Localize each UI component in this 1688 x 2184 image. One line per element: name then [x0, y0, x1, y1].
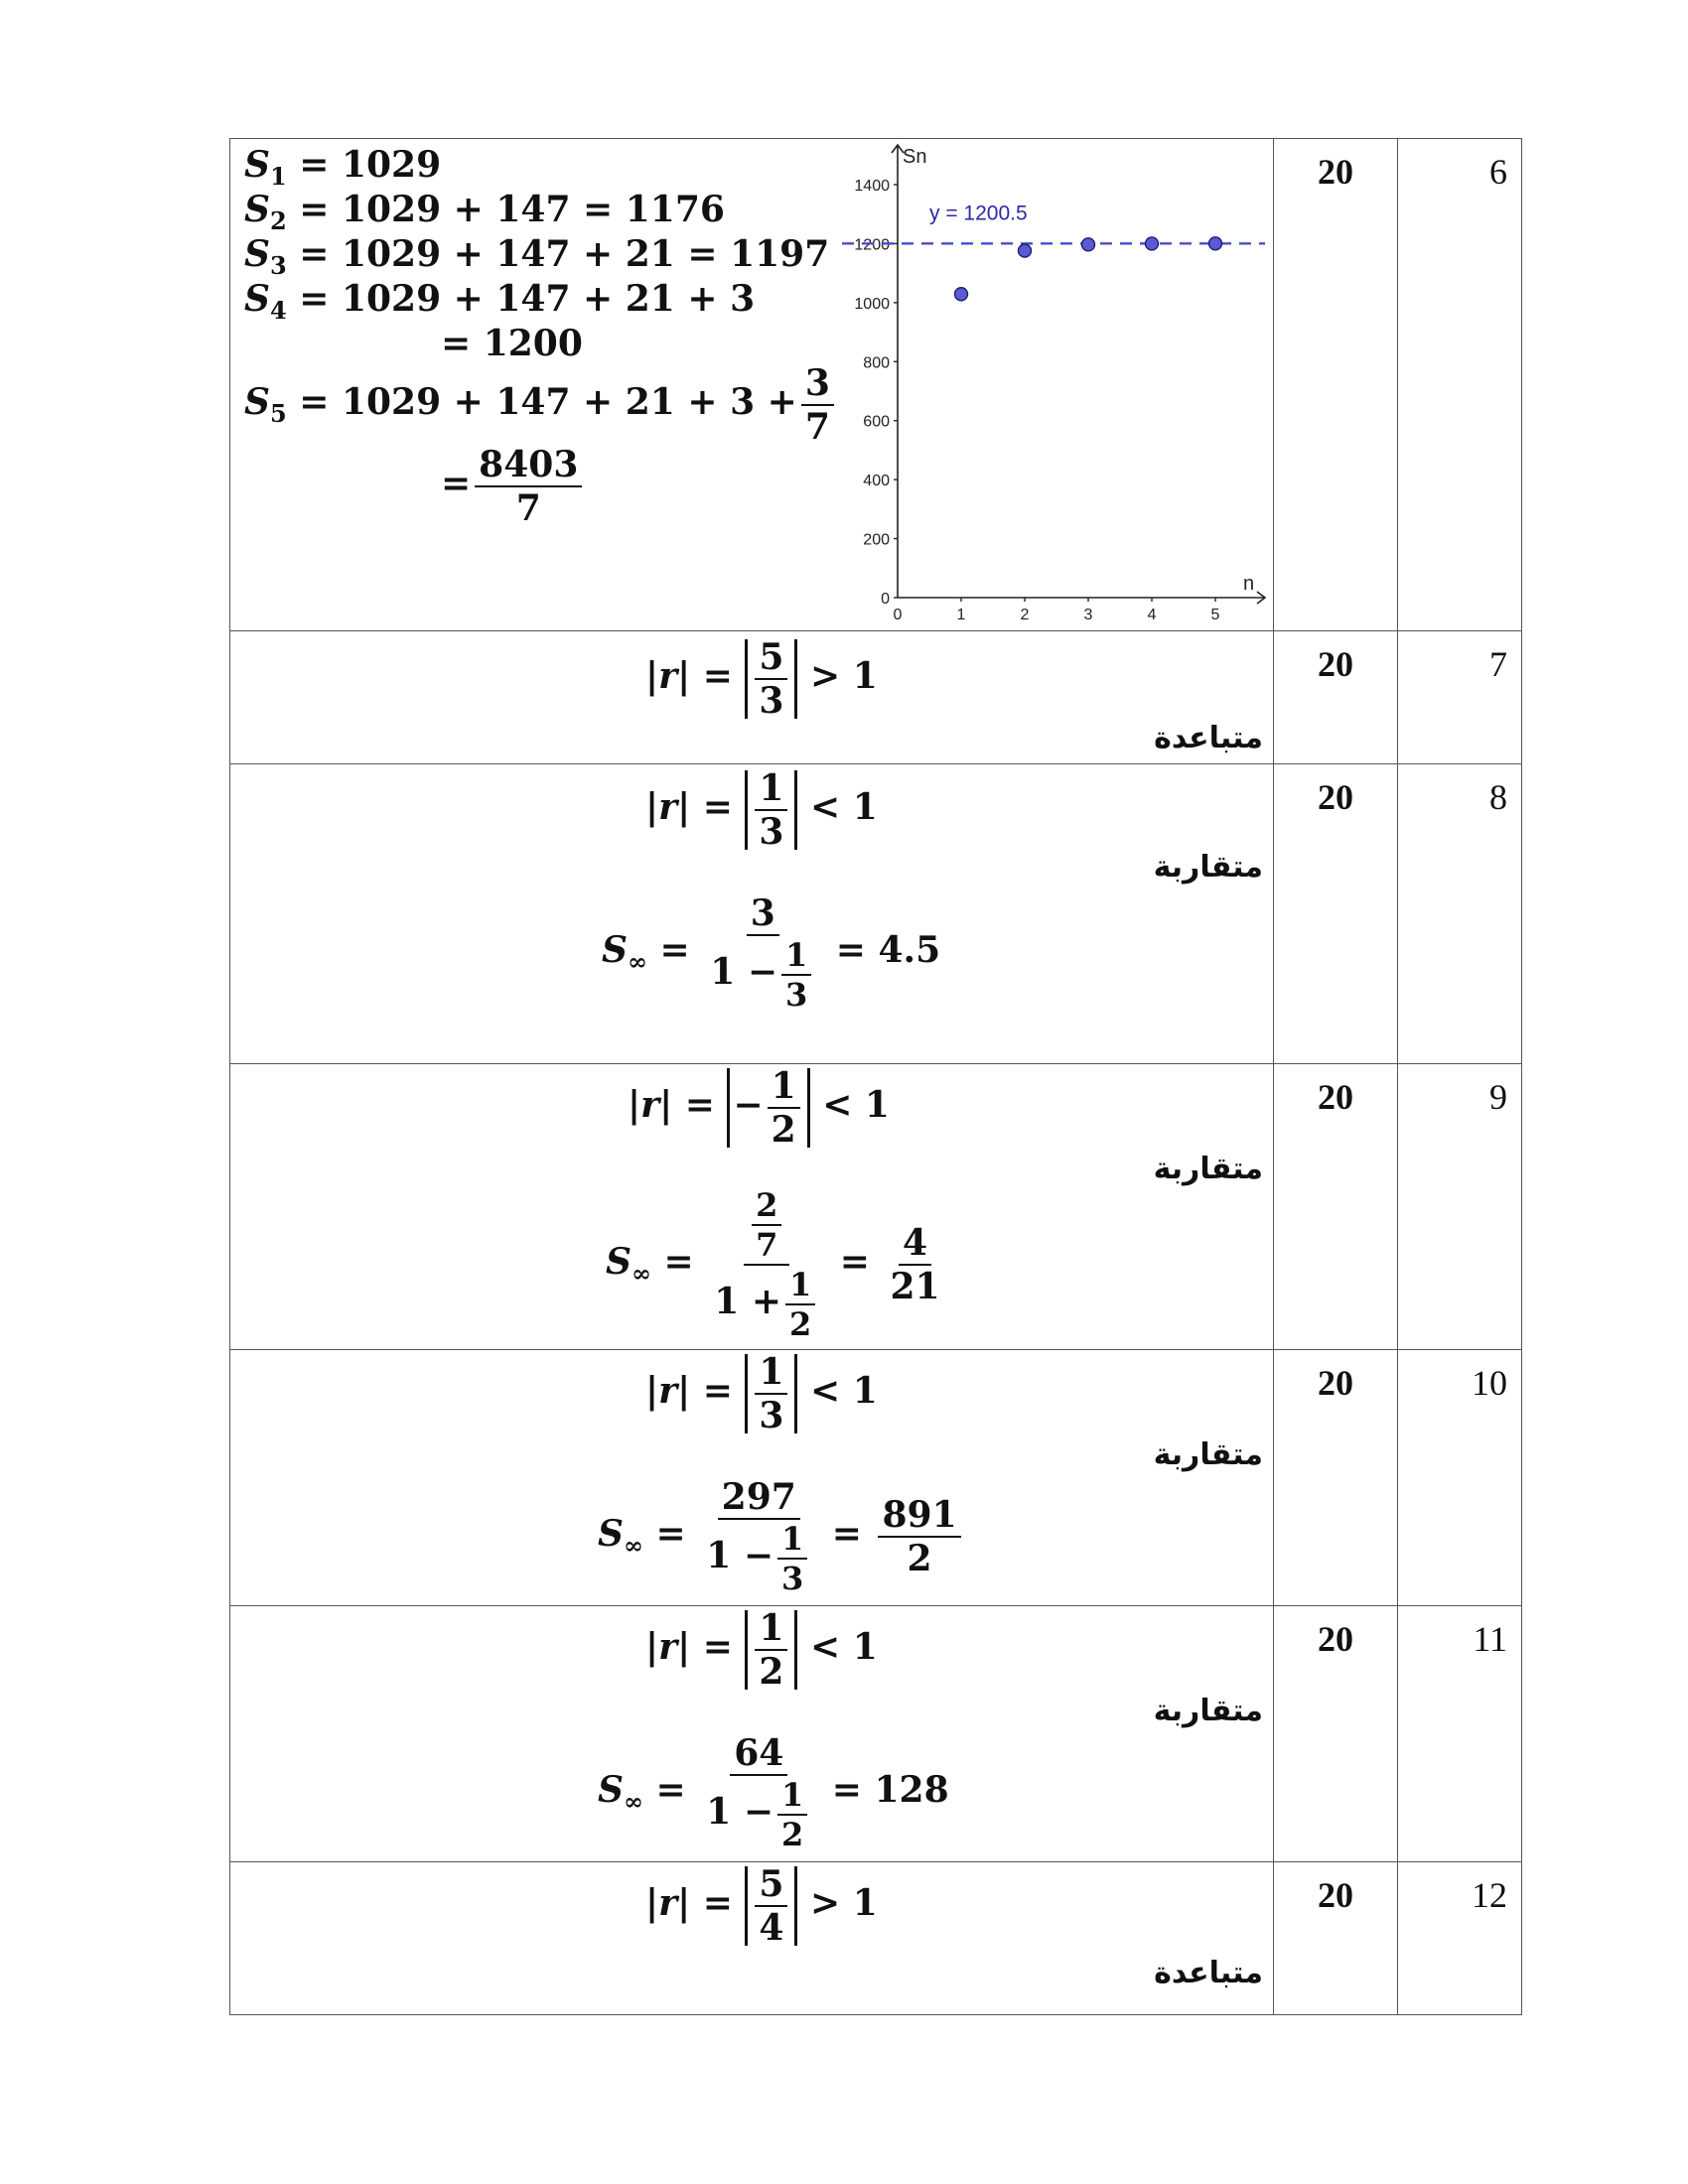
row-12-ratio: |r| = $\frac{5}{4}$ > 1 — [645, 1863, 878, 1949]
s5-line: $S_5 = 1029 + 147 + 21 + 3$ + $\frac{3}{7}$ — [244, 365, 838, 445]
x-tick-label: 1 — [956, 607, 966, 623]
row-10-number-cell — [1398, 1350, 1522, 1606]
x-tick-label: 2 — [1020, 607, 1030, 623]
row-10-verdict: متقاربة — [1153, 1437, 1263, 1472]
x-tick-label: 4 — [1147, 607, 1157, 623]
row-9-number-cell — [1398, 1064, 1522, 1350]
row-9 — [230, 1064, 1522, 1350]
y-tick-label: 0 — [881, 591, 890, 608]
row-11-mark-cell — [1274, 1606, 1398, 1862]
row-11-ratio: |r| = $\frac{1}{2}$ < 1 — [645, 1607, 878, 1693]
row-7-number: 7 — [1489, 644, 1507, 684]
row-7-verdict: متباعدة — [1154, 721, 1263, 755]
row-8-number: 8 — [1489, 777, 1507, 817]
y-axis-label: Sn — [903, 146, 927, 168]
row-6-mark: 20 — [1318, 152, 1353, 192]
row-8-sum: $S_\infty$ = 3 1 − $\frac{1}{3}$ = 4.5 — [602, 892, 941, 1014]
y-tick-label: 1400 — [854, 178, 890, 195]
answer-table — [229, 138, 1522, 2015]
y-tick-label: 1200 — [854, 236, 890, 254]
row-11-number-cell — [1398, 1606, 1522, 1862]
asymptote-label: y = 1200.5 — [929, 202, 1028, 225]
row-9-verdict: متقاربة — [1153, 1152, 1263, 1186]
row-8-verdict: متقاربة — [1153, 850, 1263, 885]
data-point — [1019, 244, 1032, 257]
row-9-sum: $S_\infty$ = $\frac{2}{7}$ 1 + $\frac{1}{2}$ = $\frac{4}{21}$ — [606, 1186, 940, 1343]
s2-line: $S_2 = 1029 + 147 = 1176$ — [244, 189, 725, 235]
x-tick-label: 0 — [893, 607, 903, 623]
row-6-number: 6 — [1489, 152, 1507, 192]
s5-continuation: = $\frac{8403}{7}$ — [441, 447, 586, 526]
data-point — [1082, 238, 1095, 251]
s1-line: $S_1 = 1029$ — [244, 144, 442, 191]
row-12-number: 12 — [1472, 1875, 1507, 1915]
sn-scatter-chart — [842, 139, 1272, 631]
row-10-mark: 20 — [1318, 1363, 1353, 1403]
row-10-content — [230, 1350, 1274, 1606]
row-9-number: 9 — [1489, 1077, 1507, 1117]
data-point — [1146, 237, 1159, 250]
y-tick-label: 600 — [863, 413, 890, 431]
row-11-sum: $S_\infty$ = 64 1 − $\frac{1}{2}$ = 128 — [598, 1732, 949, 1853]
row-8-mark-cell — [1274, 764, 1398, 1064]
row-12 — [230, 1862, 1522, 2015]
row-9-mark: 20 — [1318, 1077, 1353, 1117]
row-10-number: 10 — [1472, 1363, 1507, 1403]
row-10-ratio: |r| = $\frac{1}{3}$ < 1 — [645, 1351, 878, 1436]
row-7-ratio: |r| = $\frac{5}{3}$ > 1 — [645, 636, 878, 722]
row-11-verdict: متقاربة — [1153, 1694, 1263, 1728]
s4-line: $S_4 = 1029 + 147 + 21 + 3$ — [244, 278, 756, 325]
x-axis-label: n — [1243, 573, 1255, 595]
row-6-mark-cell — [1274, 139, 1398, 631]
row-9-ratio: |r| = − $\frac{1}{2}$ < 1 — [628, 1065, 890, 1151]
row-10-mark-cell — [1274, 1350, 1398, 1606]
s3-line: $S_3 = 1029 + 147 + 21 = 1197$ — [244, 233, 830, 280]
row-7-number-cell — [1398, 631, 1522, 764]
row-9-mark-cell — [1274, 1064, 1398, 1350]
row-8 — [230, 764, 1522, 1064]
data-point — [955, 288, 968, 301]
row-8-content — [230, 764, 1274, 1064]
x-tick-label: 3 — [1083, 607, 1093, 623]
row-11-number: 11 — [1473, 1619, 1507, 1659]
row-9-content — [230, 1064, 1274, 1350]
row-11 — [230, 1606, 1522, 1862]
row-8-mark: 20 — [1318, 777, 1353, 817]
row-12-content — [230, 1862, 1274, 2015]
row-6-number-cell — [1398, 139, 1522, 631]
x-tick-label: 5 — [1210, 607, 1220, 623]
row-7-content — [230, 631, 1274, 764]
row-10 — [230, 1350, 1522, 1606]
row-12-mark-cell — [1274, 1862, 1398, 2015]
s4-continuation: = 1200 — [441, 323, 583, 364]
row-11-content — [230, 1606, 1274, 1862]
chart-layer — [842, 145, 1265, 623]
y-tick-label: 400 — [863, 473, 890, 490]
row-12-number-cell — [1398, 1862, 1522, 2015]
row-12-verdict: متباعدة — [1154, 1956, 1263, 1990]
row-8-ratio: |r| = $\frac{1}{3}$ < 1 — [645, 767, 878, 853]
row-7 — [230, 631, 1522, 764]
y-tick-label: 1000 — [854, 295, 890, 313]
row-6 — [230, 139, 1522, 631]
row-12-mark: 20 — [1318, 1875, 1353, 1915]
y-tick-label: 800 — [863, 354, 890, 372]
data-point — [1209, 237, 1222, 250]
y-tick-label: 200 — [863, 531, 890, 549]
row-7-mark-cell — [1274, 631, 1398, 764]
row-10-sum: $S_\infty$ = 297 1 − $\frac{1}{3}$ = $\frac{891}{2}$ — [598, 1479, 965, 1594]
row-7-mark: 20 — [1318, 644, 1353, 684]
row-11-mark: 20 — [1318, 1619, 1353, 1659]
row-6-content — [230, 139, 1274, 631]
row-8-number-cell — [1398, 764, 1522, 1064]
